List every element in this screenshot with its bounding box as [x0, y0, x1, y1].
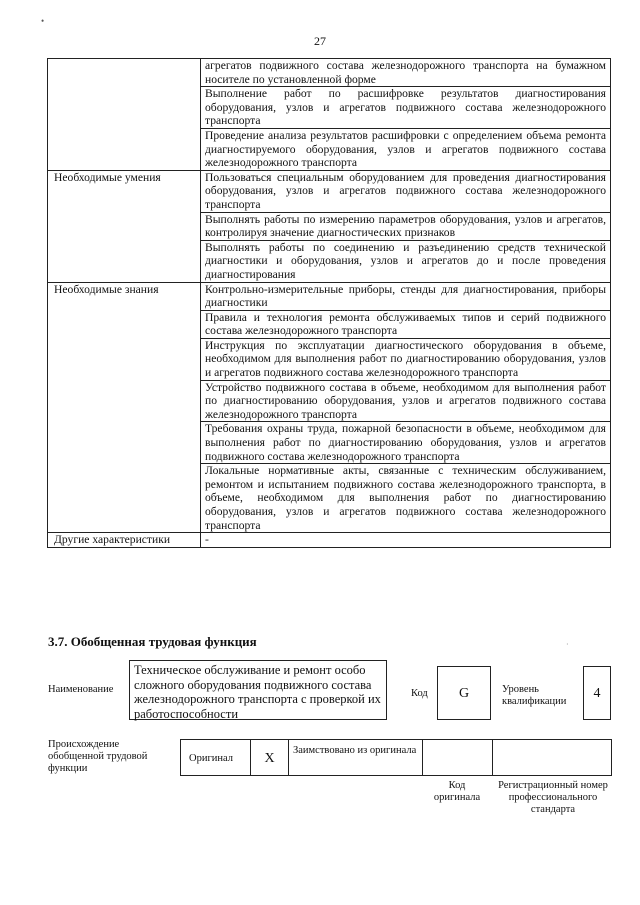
level-label: Уровень квалификации: [502, 684, 567, 707]
section-heading: 3.7. Обобщенная трудовая функция: [48, 634, 257, 649]
row-category-label: [48, 59, 201, 171]
row-item-text: Выполнение работ по расшифровке результатов диагностирования оборудования, узлов и агрегатов подвижного состава железнодорожного транспорта: [201, 87, 611, 129]
name-label: Наименование: [48, 684, 114, 695]
level-value: 4: [583, 666, 611, 720]
skills-table: [47, 58, 611, 548]
reg-number-cell: [492, 739, 612, 776]
row-item-text: агрегатов подвижного состава железнодорожного транспорта на бумажном носителе по установленной форме: [201, 59, 611, 87]
row-item-text: Устройство подвижного состава в объеме, необходимом для выполнения работ по диагностированию оборудования, узлов и агрегатов подвижного состава железнодорожного транспорта: [201, 380, 611, 422]
row-item-text: Инструкция по эксплуатации диагностического оборудования в объеме, необходимом для выполнения работ по диагностированию оборудования, узлов и агрегатов подвижного состава железнодорожного транспорта: [201, 338, 611, 380]
row-category-label: Другие характеристики: [48, 533, 201, 548]
table-row: [48, 59, 611, 87]
row-item-text: Пользоваться специальным оборудованием для проведения диагностирования оборудования, узлов и агрегатов подвижного состава железнодорожного транспорта: [201, 170, 611, 212]
code-label: Код: [411, 688, 428, 699]
function-name-value: Техническое обслуживание и ремонт особо сложного оборудования подвижного состава железнодорожного транспорта с проверкой их работоспособности: [129, 660, 387, 720]
row-item-text: Выполнять работы по измерению параметров оборудования, узлов и агрегатов, контролируя значение диагностических признаков: [201, 212, 611, 240]
code-value: G: [437, 666, 491, 720]
original-mark: X: [250, 739, 288, 776]
row-item-text: Правила и технология ремонта обслуживаемых типов и серий подвижного состава железнодорожного транспорта: [201, 310, 611, 338]
row-item-text: Контрольно-измерительные приборы, стенды для диагностирования, приборы диагностики: [201, 282, 611, 310]
reg-number-label: Регистрационный номер профессионального стандарта: [498, 780, 608, 815]
code-original-label: Код оригинала: [433, 780, 481, 803]
row-item-text: Проведение анализа результатов расшифровки с определением объема ремонта диагностируемого оборудования, узлов и агрегатов подвижного состава железнодорожного транспорта: [201, 128, 611, 170]
row-item-text: -: [201, 533, 611, 548]
scan-mark: •: [41, 16, 45, 26]
table-row: [48, 282, 611, 310]
row-item-text: Требования охраны труда, пожарной безопасности в объеме, необходимом для выполнения работ по диагностированию оборудования, узлов и агрегатов подвижного состава железнодорожного транспорта: [201, 422, 611, 464]
borrowed-label: Заимствовано из оригинала: [288, 739, 422, 776]
page-number: 27: [314, 34, 326, 48]
origin-label: Происхождение обобщенной трудовой функции: [48, 739, 148, 774]
table-row: [48, 170, 611, 212]
original-label: Оригинал: [180, 739, 250, 776]
original-code-cell: [422, 739, 492, 776]
row-item-text: Выполнять работы по соединению и разъединению средств технической диагностики и оборудования, узлов и агрегатов до и после проведения диагностирования: [201, 240, 611, 282]
origin-row: [180, 739, 612, 776]
row-category-label: Необходимые знания: [48, 282, 201, 533]
table-row: [48, 533, 611, 548]
row-category-label: Необходимые умения: [48, 170, 201, 282]
scan-mark-small: ·: [566, 640, 569, 649]
row-item-text: Локальные нормативные акты, связанные с техническим обслуживанием, ремонтом и испытанием подвижного состава железнодорожного транспорта, в объеме, необходимом для выполнения работ по диагностированию оборудования, узлов и агрегатов подвижного состава железнодорожного транспорта: [201, 464, 611, 533]
